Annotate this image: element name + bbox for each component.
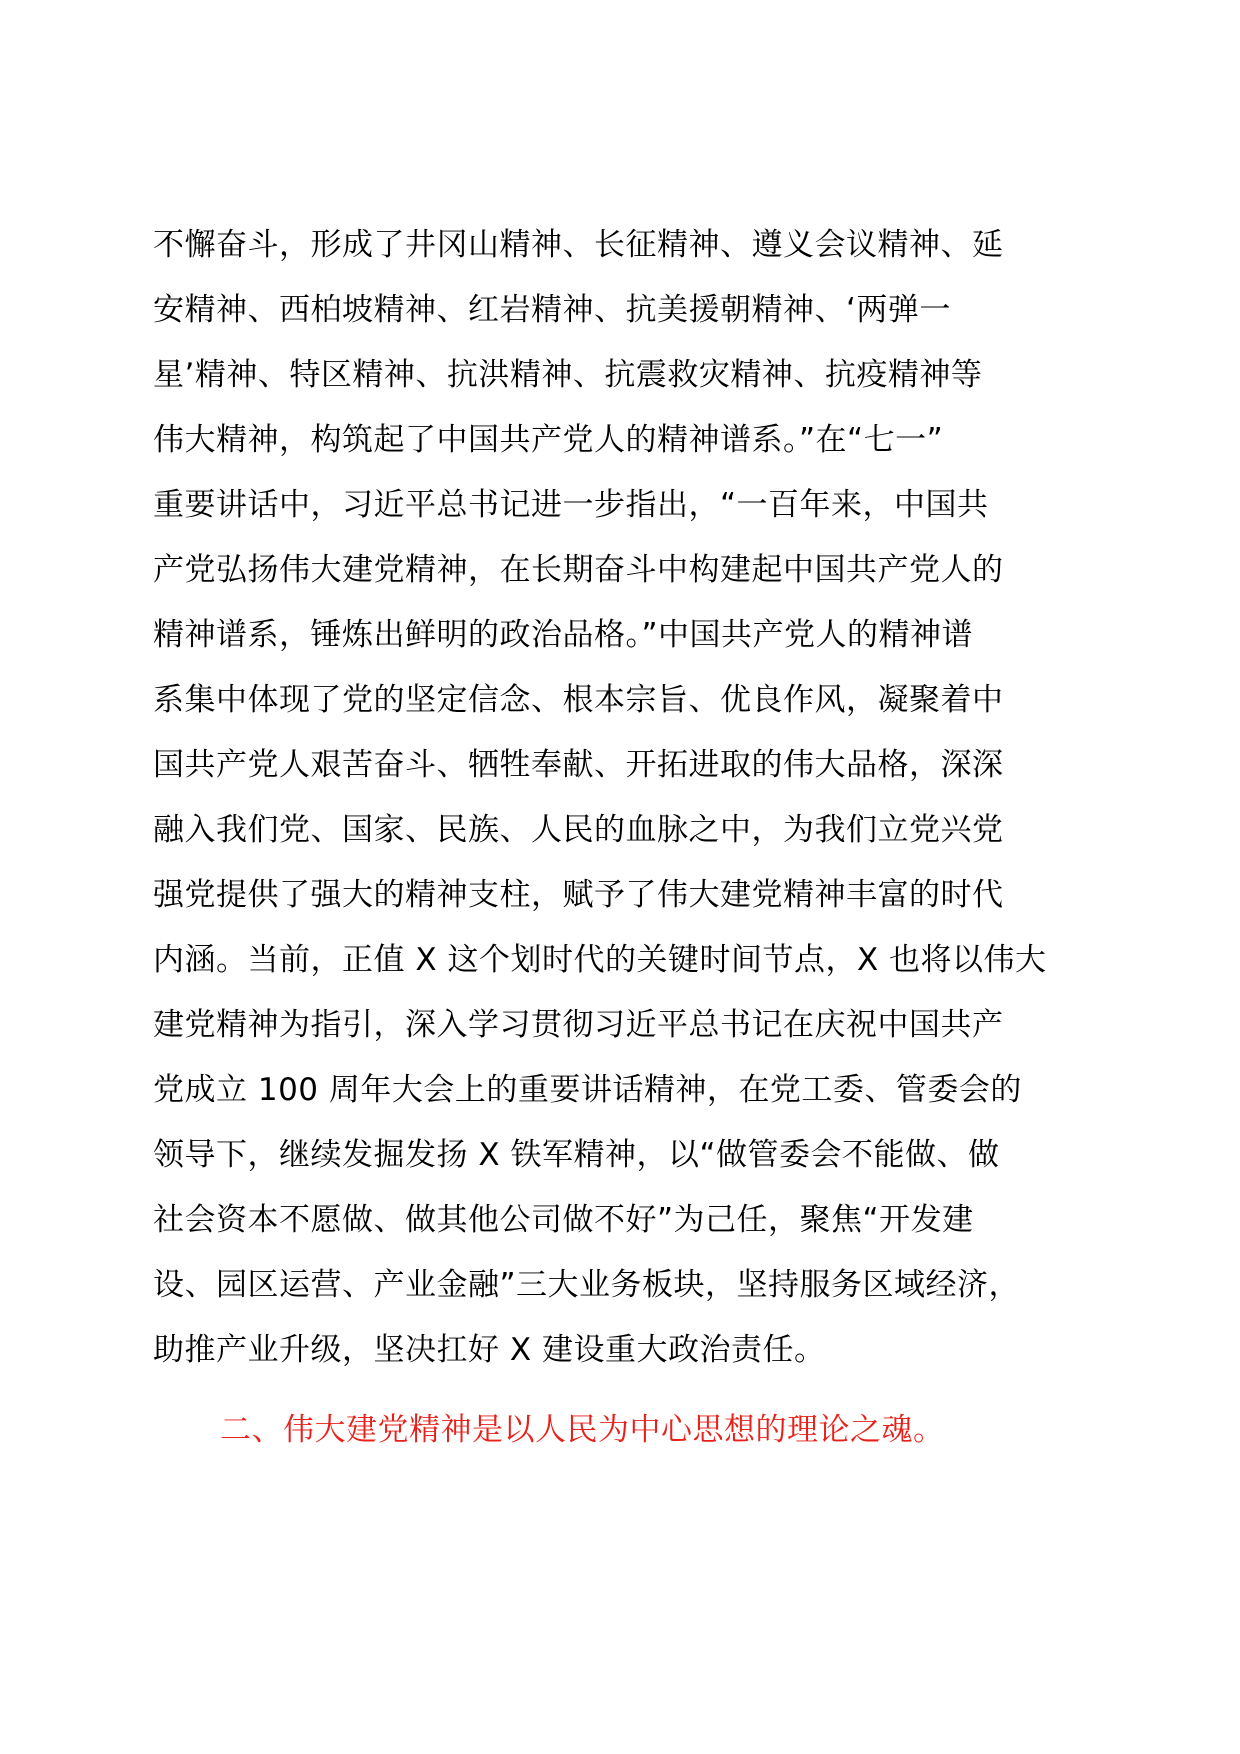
paragraph-line: 领导下，继续发掘发扬 X 铁军精神，以“做管委会不能做、做 xyxy=(153,1137,1000,1173)
paragraph-line: 内涵。当前，正值 X 这个划时代的关键时间节点，X 也将以伟大 xyxy=(153,942,1047,978)
paragraph-line: 国共产党人艰苦奋斗、牺牲奉献、开拓进取的伟大品格，深深 xyxy=(153,747,1004,783)
paragraph-line: 党成立 100 周年大会上的重要讲话精神，在党工委、管委会的 xyxy=(153,1072,1022,1108)
paragraph-line: 星’精神、特区精神、抗洪精神、抗震救灾精神、抗疫精神等 xyxy=(153,357,983,393)
paragraph-line: 强党提供了强大的精神支柱，赋予了伟大建党精神丰富的时代 xyxy=(153,877,1004,913)
paragraph-line: 伟大精神，构筑起了中国共产党人的精神谱系。”在“七一” xyxy=(153,422,944,458)
paragraph-line: 安精神、西柏坡精神、红岩精神、抗美援朝精神、‘两弹一 xyxy=(153,292,951,328)
section-heading: 二、伟大建党精神是以人民为中心思想的理论之魂。 xyxy=(220,1412,945,1448)
paragraph-line: 融入我们党、国家、民族、人民的血脉之中，为我们立党兴党 xyxy=(153,812,1004,848)
paragraph-line: 精神谱系，锤炼出鲜明的政治品格。”中国共产党人的精神谱 xyxy=(153,617,974,653)
body-paragraph xyxy=(153,213,1093,1383)
paragraph-line: 重要讲话中，习近平总书记进一步指出，“一百年来，中国共 xyxy=(153,487,989,523)
paragraph-line: 社会资本不愿做、做其他公司做不好”为己任，聚焦“开发建 xyxy=(153,1202,974,1238)
paragraph-line: 建党精神为指引，深入学习贯彻习近平总书记在庆祝中国共产 xyxy=(153,1007,1004,1043)
paragraph-line: 助推产业升级，坚决扛好 X 建设重大政治责任。 xyxy=(153,1332,826,1368)
paragraph-line: 系集中体现了党的坚定信念、根本宗旨、优良作风，凝聚着中 xyxy=(153,682,1004,718)
paragraph-line: 不懈奋斗，形成了井冈山精神、长征精神、遵义会议精神、延 xyxy=(153,227,1004,263)
paragraph-line: 产党弘扬伟大建党精神，在长期奋斗中构建起中国共产党人的 xyxy=(153,552,1004,588)
paragraph-line: 设、园区运营、产业金融”三大业务板块，坚持服务区域经济， xyxy=(153,1267,1021,1303)
